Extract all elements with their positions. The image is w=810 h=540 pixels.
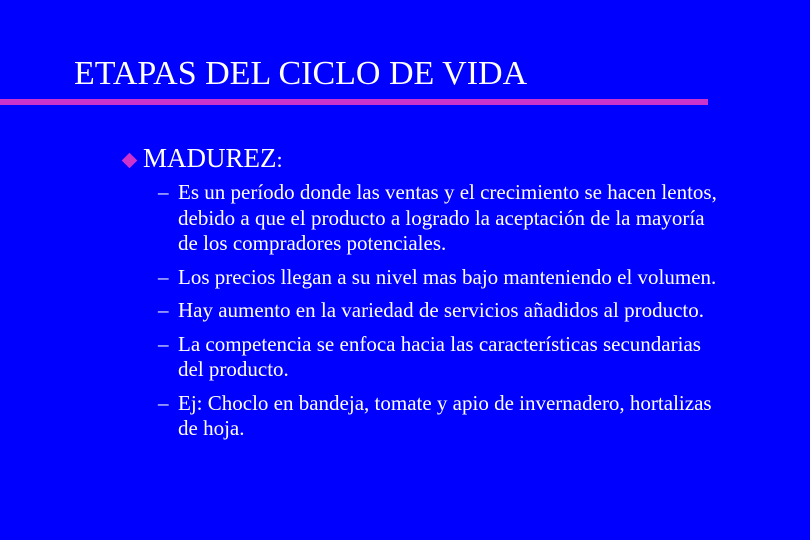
list-item-text: La competencia se enfoca hacia las características secundarias del producto. <box>178 331 701 381</box>
dash-marker: – <box>158 264 169 289</box>
list-item <box>158 265 718 291</box>
list-item <box>158 298 718 324</box>
list-item-text: Los precios llegan a su nivel mas bajo manteniendo el volumen. <box>178 264 717 289</box>
dash-marker: – <box>158 180 169 204</box>
section-label-text: MADUREZ <box>143 143 277 173</box>
section-label <box>143 141 283 177</box>
list-item-text: Es un período donde las ventas y el crecimiento se hacen lentos, debido a que el producto a logrado la aceptación de la mayoría de los compradores potenciales. <box>178 180 717 255</box>
list-item <box>158 332 718 383</box>
diamond-bullet-icon <box>122 152 138 168</box>
section-colon: : <box>276 147 283 172</box>
dash-marker: – <box>158 390 169 415</box>
slide-title: ETAPAS DEL CICLO DE VIDA <box>74 55 528 92</box>
list-item <box>158 391 718 442</box>
title-divider <box>0 99 708 105</box>
list-item <box>158 180 718 257</box>
list-item-text: Ej: Choclo en bandeja, tomate y apio de invernadero, hortalizas de hoja. <box>178 390 712 440</box>
dash-marker: – <box>158 298 169 322</box>
list-item-text: Hay aumento en la variedad de servicios añadidos al producto. <box>178 298 704 322</box>
section-heading <box>124 141 283 177</box>
bullet-list <box>158 180 718 450</box>
dash-marker: – <box>158 331 169 356</box>
